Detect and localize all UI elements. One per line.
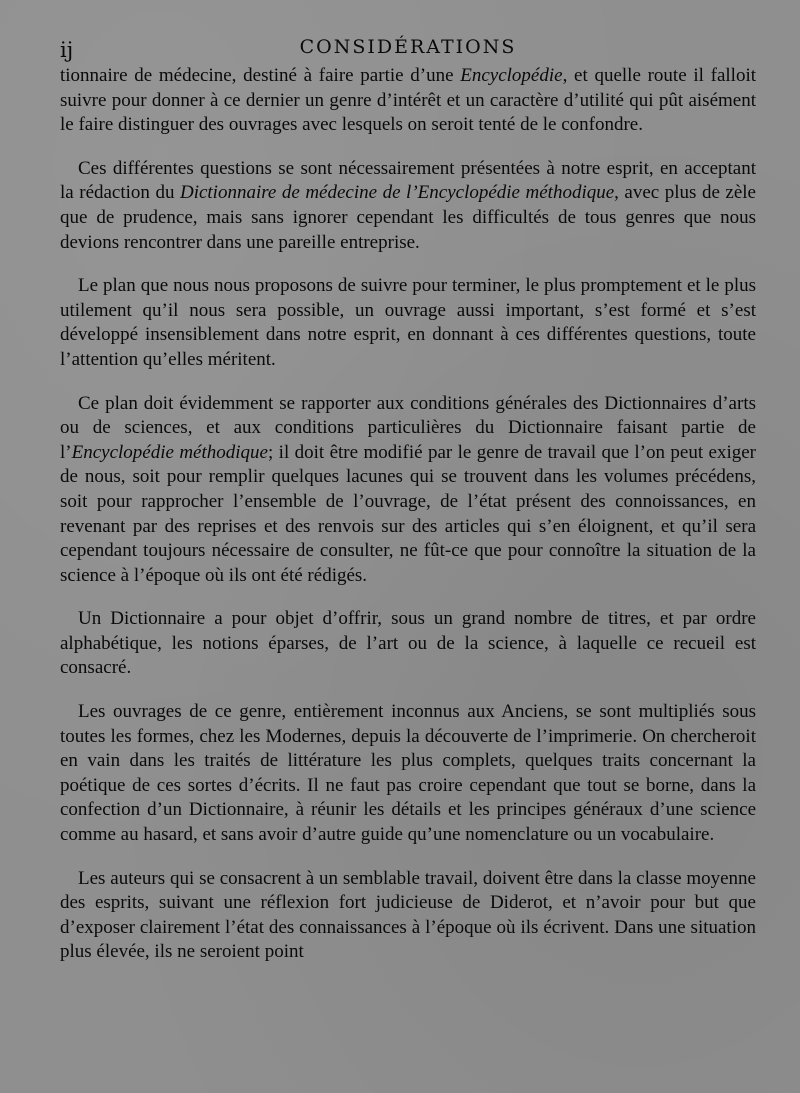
running-title: CONSIDÉRATIONS (299, 36, 517, 58)
paragraph (60, 867, 756, 965)
text-run: , avec plus de zèle que de prudence, mais sans ignorer cependant les difficultés de tous genres que nous devions rencontrer dans une pareille entreprise. (60, 182, 756, 253)
paragraph (60, 607, 756, 681)
paragraph (60, 157, 756, 255)
page-number: ij (60, 38, 74, 62)
body-text (60, 64, 756, 965)
text-run: Un Dictionnaire a pour objet d’offrir, sous un grand nombre de titres, et par ordre alphabétique, les notions éparses, de l’art ou de la science, à laquelle ce recueil est consacré. (60, 608, 756, 679)
text-run: , et quelle route il falloit suivre pour donner à ce dernier un genre d’intérêt et un caractère d’utilité qui pût aisément le faire distinguer des ouvrages avec lesquels on seroit tenté de le confondre. (60, 65, 756, 136)
paragraph (60, 392, 756, 589)
text-run: Ces différentes questions se sont nécessairement présentées à notre esprit, en acceptant la rédaction du (60, 157, 756, 204)
italic-title: Encyclopédie méthodique (71, 441, 268, 463)
paragraph (60, 700, 756, 848)
paragraph (60, 274, 756, 372)
italic-title: Encyclopédie (460, 65, 563, 86)
text-run: Les auteurs qui se consacrent à un semblable travail, doivent être dans la classe moyenne des esprits, suivant une réflexion fort judicieuse de Diderot, et n’avoir pour but que d’exposer clairement l’état des connaissances à l’époque où ils écrivent. Dans une situation plus élevée, ils ne seroient point (60, 867, 756, 963)
text-run: Ce plan doit évidemment se rapporter aux conditions générales des Dictionnaires d’arts ou de sciences, et aux conditions particulières du Dictionnaire faisant partie de l’ (60, 392, 756, 463)
text-run: ; il doit être modifié par le genre de travail que l’on peut exiger de nous, soit pour remplir quelques lacunes qui se trouvent dans les volumes précédens, soit pour rapprocher l’ensemble de l’ouvrage, de l’état présent des connoissances, en revenant par des reprises et des renvois sur des articles qui s’en éloignent, et qu’il sera cependant toujours nécessaire de consulter, ne fût-ce que pour connoître la situation de la science à l’époque où ils ont été rédigés. (60, 441, 756, 586)
italic-title: Dictionnaire de médecine de l’Encyclopédie méthodique (179, 182, 615, 204)
text-run: Le plan que nous nous proposons de suivre pour terminer, le plus promptement et le plus utilement qu’il nous sera possible, un ouvrage aussi important, s’est formé et s’est développé insensiblement dans notre esprit, en donnant à ces différentes questions, toute l’attention qu’elles méritent. (60, 275, 756, 370)
paragraph (60, 64, 756, 138)
text-run: tionnaire de médecine, destiné à faire partie d’une (60, 65, 461, 86)
page-header (60, 34, 756, 64)
text-run: Les ouvrages de ce genre, entièrement inconnus aux Anciens, se sont multipliés sous toutes les formes, chez les Modernes, depuis la découverte de l’imprimerie. On chercheroit en vain dans les traités de littérature les plus complets, quelques traits concernant la poétique de ces sortes d’écrits. Il ne faut pas croire cependant que tout se borne, dans la confection d’un Dictionnaire, à réunir les détails et les principes généraux d’une science comme au hasard, et sans avoir d’autre guide qu’une nomenclature ou un vocabulaire. (60, 701, 756, 846)
